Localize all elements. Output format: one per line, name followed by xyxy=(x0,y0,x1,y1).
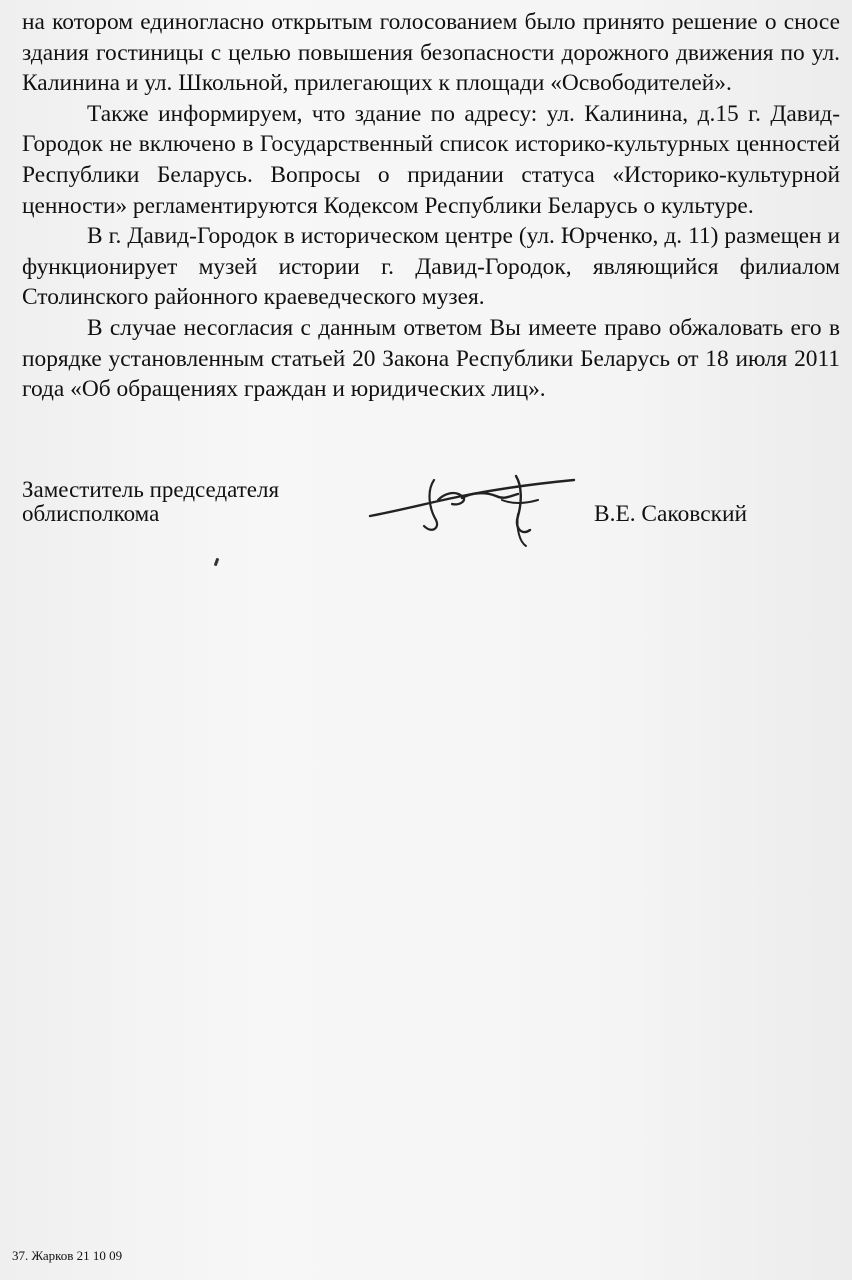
signature-block xyxy=(22,478,840,558)
signatory-title xyxy=(22,478,279,526)
signatory-title-line2: облисполкома xyxy=(22,501,160,526)
letter-body xyxy=(22,7,840,405)
paragraph-3: В г. Давид-Городок в историческом центре (ул. Юрченко, д. 11) размещен и функционирует музей истории г. Давид-Городок, являющийся филиалом Столинского районного краеведческого музея. xyxy=(22,223,840,311)
paragraph-1: на котором единогласно открытым голосованием было принято решение о сносе здания гостиницы с целью повышения безопасности дорожного движения по ул. Калинина и ул. Школьной, прилегающих к площади «Освободителей». xyxy=(22,9,840,97)
signatory-name: В.Е. Саковский xyxy=(594,501,747,527)
paragraph-4: В случае несогласия с данным ответом Вы имеете право обжаловать его в порядке установленным статьей 20 Закона Республики Беларусь от 18 июля 2011 года «Об обращениях граждан и юридических лиц». xyxy=(22,314,840,403)
signatory-title-line1: Заместитель председателя xyxy=(22,477,280,502)
footer-executor-note: 37. Жарков 21 10 09 xyxy=(12,1248,123,1263)
handwritten-signature xyxy=(362,470,582,550)
pen-mark xyxy=(214,558,220,567)
paragraph-2: Также информируем, что здание по адресу: ул. Калинина, д.15 г. Давид-Городок не включено в Государственный список историко-культурных ценностей Республики Беларусь. Вопросы о придании статуса «Историко-культурной ценности» регламентируются Кодексом Республики Беларусь о культуре. xyxy=(22,100,840,219)
